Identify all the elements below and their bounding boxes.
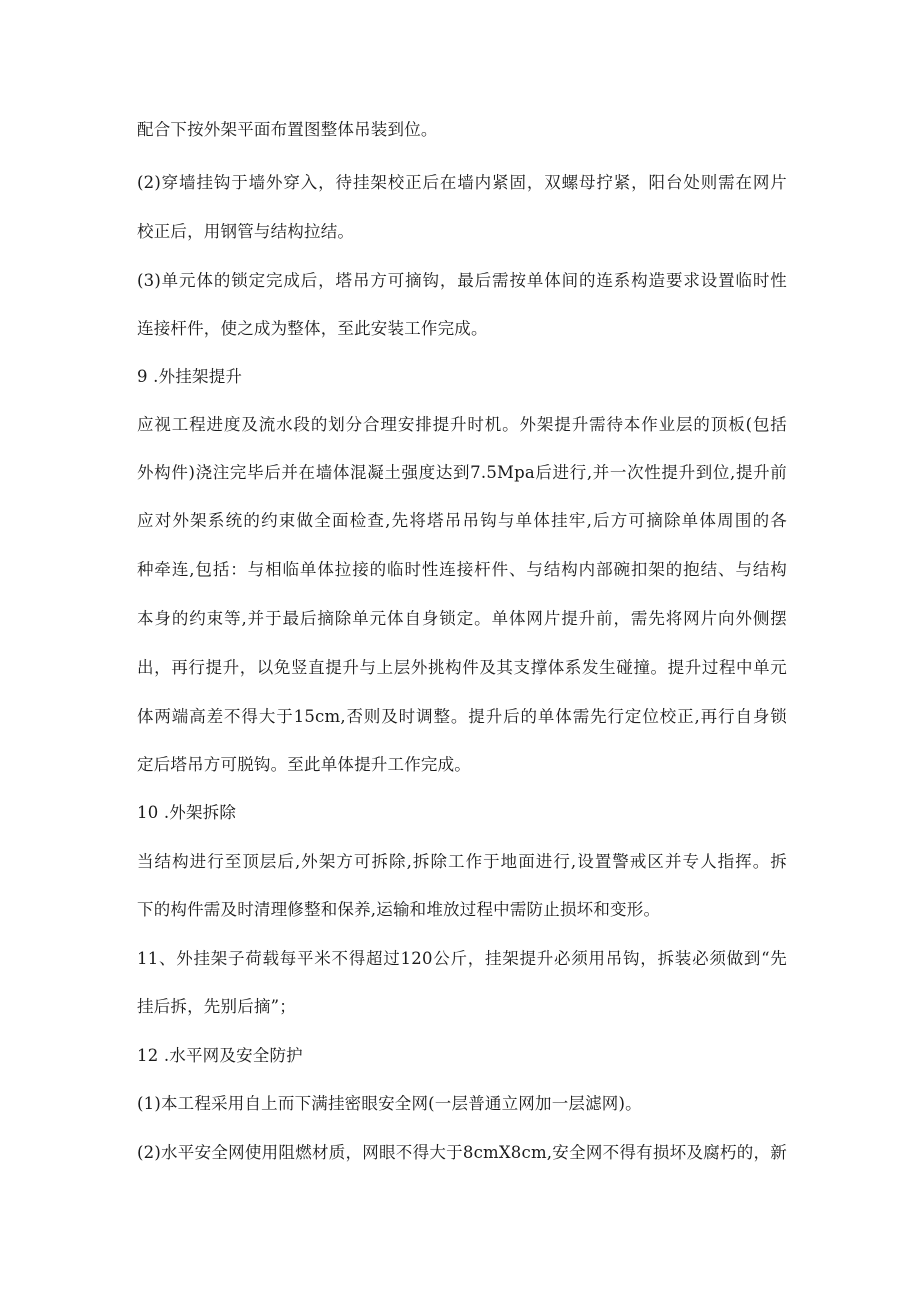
text-line: 当结构进行至顶层后,外架方可拆除,拆除工作于地面进行,设置警戒区并专人指挥。拆 [137, 852, 787, 871]
text-line: 定后塔吊方可脱钩。至此单体提升工作完成。 [137, 755, 471, 774]
text-line: (2)水平安全网使用阻燃材质，网眼不得大于8cmX8cm,安全网不得有损坏及腐朽的，新 [137, 1143, 787, 1162]
text-line: 挂后拆，先别后摘”； [137, 997, 296, 1016]
text-line: 出，再行提升，以免竖直提升与上层外挑构件及其支撑体系发生碰撞。提升过程中单元 [137, 658, 787, 677]
section-heading: 12 .水平网及安全防护 [137, 1046, 303, 1065]
text-line: 校正后，用钢管与结构拉结。 [137, 222, 355, 241]
text-line: 连接杆件，使之成为整体，至此安装工作完成。 [137, 319, 488, 338]
text-line: 本身的约束等,并于最后摘除单元体自身锁定。单体网片提升前，需先将网片向外侧摆 [137, 609, 787, 628]
text-line: 11、外挂架子荷载每平米不得超过120公斤，挂架提升必须用吊钩，拆装必须做到“先 [137, 949, 787, 968]
text-line: 配合下按外架平面布置图整体吊装到位。 [137, 120, 438, 139]
text-line: (2)穿墙挂钩于墙外穿入，待挂架校正后在墙内紧固，双螺母拧紧，阳台处则需在网片 [137, 173, 787, 192]
section-heading: 9 .外挂架提升 [137, 367, 243, 386]
text-line: (1)本工程采用自上而下满挂密眼安全网(一层普通立网加一层滤网)。 [137, 1094, 642, 1113]
text-line: 种牵连,包括：与相临单体拉接的临时性连接杆件、与结构内部碗扣架的抱结、与结构 [137, 560, 787, 579]
text-line: (3)单元体的锁定完成后，塔吊方可摘钩，最后需按单体间的连系构造要求设置临时性 [137, 271, 787, 290]
section-heading: 10 .外架拆除 [137, 803, 237, 822]
text-line: 应对外架系统的约束做全面检查,先将塔吊吊钩与单体挂牢,后方可摘除单体周围的各 [137, 511, 787, 530]
text-line: 体两端高差不得大于15cm,否则及时调整。提升后的单体需先行定位校正,再行自身锁 [137, 707, 787, 726]
text-line: 外构件)浇注完毕后并在墙体混凝土强度达到7.5Mpa后进行,并一次性提升到位,提升前 [137, 463, 787, 482]
text-line: 下的构件需及时清理修整和保养,运输和堆放过程中需防止损坏和变形。 [137, 900, 661, 919]
text-line: 应视工程进度及流水段的划分合理安排提升时机。外架提升需待本作业层的顶板(包括 [137, 415, 787, 434]
